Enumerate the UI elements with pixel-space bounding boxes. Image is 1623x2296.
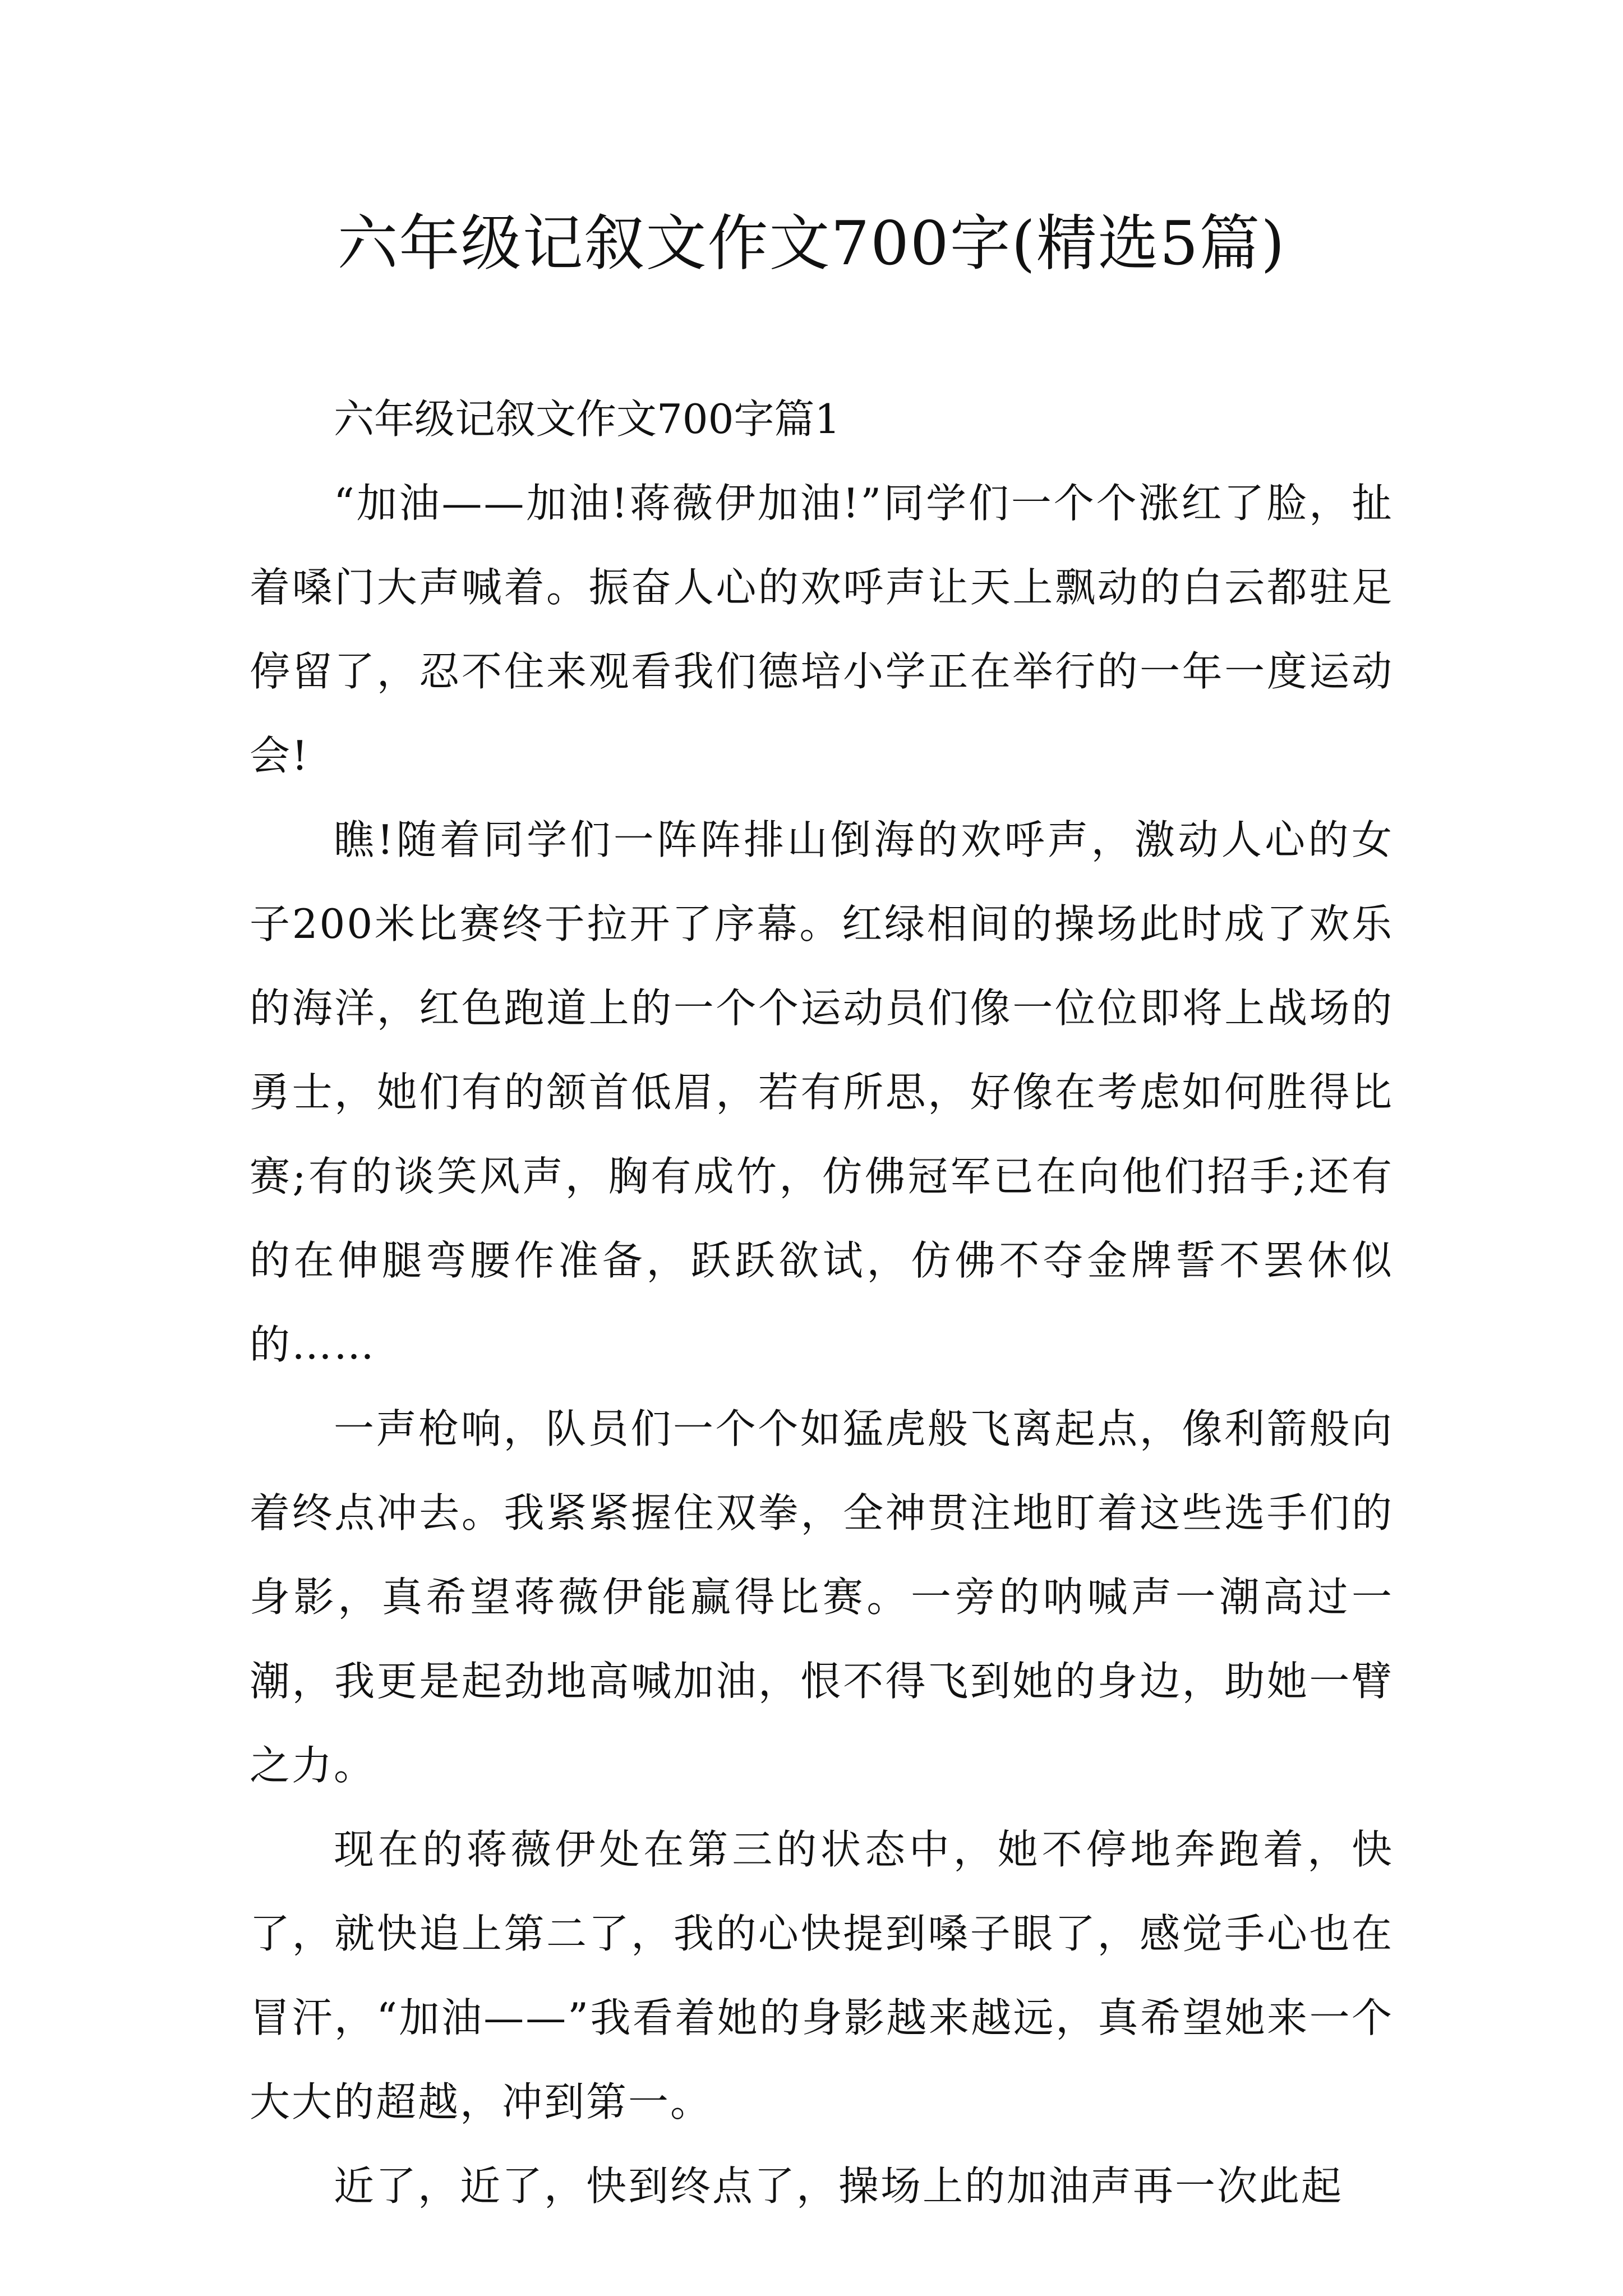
section-heading: 六年级记叙文作文700字篇1 — [334, 395, 841, 443]
paragraph-3: 一声枪响，队员们一个个如猛虎般飞离起点，像利箭般向着终点冲去。我紧紧握住双拳，全神贯注地盯着这些选手们的身影，真希望蒋薇伊能赢得比赛。一旁的呐喊声一潮高过一潮，我更是起劲地高喊加油，恨不得飞到她的身边，助她一臂之力。 — [250, 1405, 1394, 1789]
paragraph-2: 瞧!随着同学们一阵阵排山倒海的欢呼声，激动人心的女子200米比赛终于拉开了序幕。红绿相间的操场此时成了欢乐的海洋，红色跑道上的一个个运动员们像一位位即将上战场的勇士，她们有的颔首低眉，若有所思，好像在考虑如何胜得比赛;有的谈笑风声，胸有成竹，仿佛冠军已在向他们招手;还有的在伸腿弯腰作准备，跃跃欲试，仿佛不夺金牌誓不罢休似的…… — [250, 816, 1394, 1368]
paragraph-4: 现在的蒋薇伊处在第三的状态中，她不停地奔跑着，快了，就快追上第二了，我的心快提到嗓子眼了，感觉手心也在冒汗，“加油——”我看着她的身影越来越远，真希望她来一个大大的超越，冲到第一。 — [250, 1826, 1394, 2125]
paragraph-5: 近了，近了，快到终点了，操场上的加油声再一次此起 — [334, 2162, 1344, 2210]
document-title: 六年级记叙文作文700字(精选5篇) — [337, 209, 1286, 279]
document-body — [250, 377, 1394, 2228]
paragraph-1: “加油——加油!蒋薇伊加油!”同学们一个个涨红了脸，扯着嗓门大声喊着。振奋人心的欢呼声让天上飘动的白云都驻足停留了，忍不住来观看我们德培小学正在举行的一年一度运动会! — [250, 480, 1394, 779]
